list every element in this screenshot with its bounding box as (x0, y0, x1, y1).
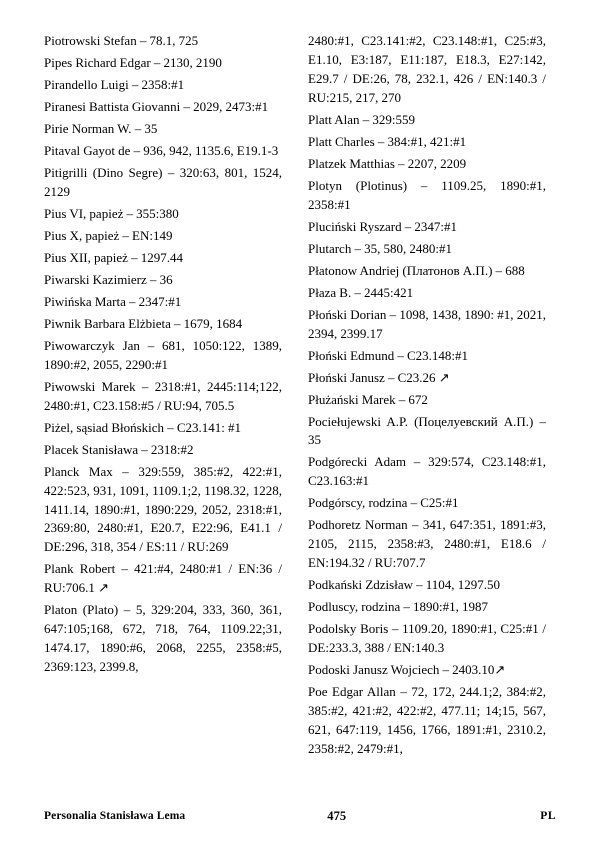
index-entry: Poe Edgar Allan – 72, 172, 244.1;2, 384:#2, 385:#2, 421:#2, 422:#2, 477.11; 14;15, 567, 621, 647:119, 1456, 1766, 1891:#1, 2310.2, 2358:#2, 2479:#1, (308, 684, 546, 756)
index-entry: Pipes Richard Edgar – 2130, 2190 (44, 55, 222, 70)
index-entry: Płużański Marek – 672 (308, 391, 428, 407)
index-entry: Platt Charles – 384:#1, 421:#1 (308, 133, 467, 149)
index-entry: Płoński Edmund – C23.148:#1 (308, 347, 469, 363)
footer-section-code: PL (540, 810, 556, 822)
index-entry: Piwowarczyk Jan – 681, 1050:122, 1389, 1890:#2, 2055, 2290:#1 (44, 337, 282, 372)
index-entry: Piżel, sąsiad Błońskich – C23.141: #1 (44, 419, 242, 435)
index-entry: Podgórscy, rodzina – C25:#1 (308, 495, 459, 511)
index-entry: Platt Alan – 329:559 (308, 111, 415, 127)
index-entry: Pluciński Ryszard – 2347:#1 (308, 218, 458, 234)
index-entry: Podgórecki Adam – 329:574, C23.148:#1, C23.163:#1 (308, 454, 546, 489)
index-entry: Piranesi Battista Giovanni – 2029, 2473:#1 (44, 99, 269, 114)
index-entry: Planck Max – 329:559, 385:#2, 422:#1, 422:523, 931, 1091, 1109.1;2, 1198.32, 1228, 1411.14, 1890:#1, 1890:229, 2052, 2318:#1, 2369:80, 2480:#1, E20.7, E22:96, E41.1 / DE:296, 318, 354 / ES:11 / RU:269 (44, 463, 282, 555)
index-entry: Płatonow Andriej (Платонов А.П.) – 688 (308, 262, 525, 278)
index-entry: Pirandello Luigi – 2358:#1 (44, 77, 185, 92)
index-entry: Podolsky Boris – 1109.20, 1890:#1, C25:#1 / DE:233.3, 388 / EN:140.3 (308, 621, 546, 656)
index-entry: Podoski Janusz Wojciech – 2403.10↗ (308, 662, 506, 678)
index-entry: Pitaval Gayot de – 936, 942, 1135.6, E19.1-3 (44, 143, 279, 158)
index-entry: Piwarski Kazimierz – 36 (44, 271, 173, 287)
index-entry: Płoński Janusz – C23.26 ↗ (308, 369, 450, 385)
index-entry: Płaza B. – 2445:421 (308, 284, 414, 300)
page-footer (44, 805, 556, 827)
index-entry: Piwińska Marta – 2347:#1 (44, 293, 182, 309)
index-columns (44, 32, 556, 792)
index-entry: Piwnik Barbara Elżbieta – 1679, 1684 (44, 315, 243, 331)
index-entry: Plotyn (Plotinus) – 1109.25, 1890:#1, 2358:#1 (308, 177, 546, 212)
index-column-right (308, 32, 546, 792)
index-entry: Pius X, papież – EN:149 (44, 227, 173, 243)
index-entry: Pociełujewski A.P. (Поцелуевский А.П.) – 35 (308, 413, 546, 448)
index-entry: Plank Robert – 421:#4, 2480:#1 / EN:36 / RU:706.1 ↗ (44, 561, 282, 596)
index-entry: Płoński Dorian – 1098, 1438, 1890: #1, 2021, 2394, 2399.17 (308, 306, 546, 341)
index-entry: Platon (Plato) – 5, 329:204, 333, 360, 361, 647:105;168, 672, 718, 764, 1109.22;31, 1474.17, 1890:#6, 2068, 2255, 2358:#5, 2369:123, 2399.8, (44, 602, 282, 674)
index-entry: Platzek Matthias – 2207, 2209 (308, 155, 467, 171)
index-entry: Podluscy, rodzina – 1890:#1, 1987 (308, 599, 489, 615)
index-entry: Podkański Zdzisław – 1104, 1297.50 (308, 577, 500, 593)
index-entry: Plutarch – 35, 580, 2480:#1 (308, 240, 453, 256)
index-entry: Pius VI, papież – 355:380 (44, 205, 179, 221)
index-entry: Podhoretz Norman – 341, 647:351, 1891:#3, 2105, 2115, 2358:#3, 2480:#1, E18.6 / EN:194.32 / RU:707.7 (308, 517, 546, 571)
index-entry: Piwowski Marek – 2318:#1, 2445:114;122, 2480:#1, C23.158:#5 / RU:94, 705.5 (44, 378, 282, 413)
page-number: 475 (327, 808, 347, 823)
index-entry: Placek Stanisława – 2318:#2 (44, 441, 194, 457)
index-entry: 2480:#1, C23.141:#2, C23.148:#1, C25:#3, E1.10, E3:187, E11:187, E18.3, E27:142, E29.7 / DE:26, 78, 232.1, 426 / EN:140.3 / RU:215, 217, 270 (308, 33, 546, 105)
index-entry: Pius XII, papież – 1297.44 (44, 249, 183, 265)
index-column-left (44, 32, 282, 792)
index-entry: Pitigrilli (Dino Segre) – 320:63, 801, 1524, 2129 (44, 165, 282, 199)
index-entry: Pirie Norman W. – 35 (44, 121, 158, 136)
footer-book-title: Personalia Stanisława Lema (44, 810, 186, 822)
index-entry: Piotrowski Stefan – 78.1, 725 (44, 33, 199, 48)
